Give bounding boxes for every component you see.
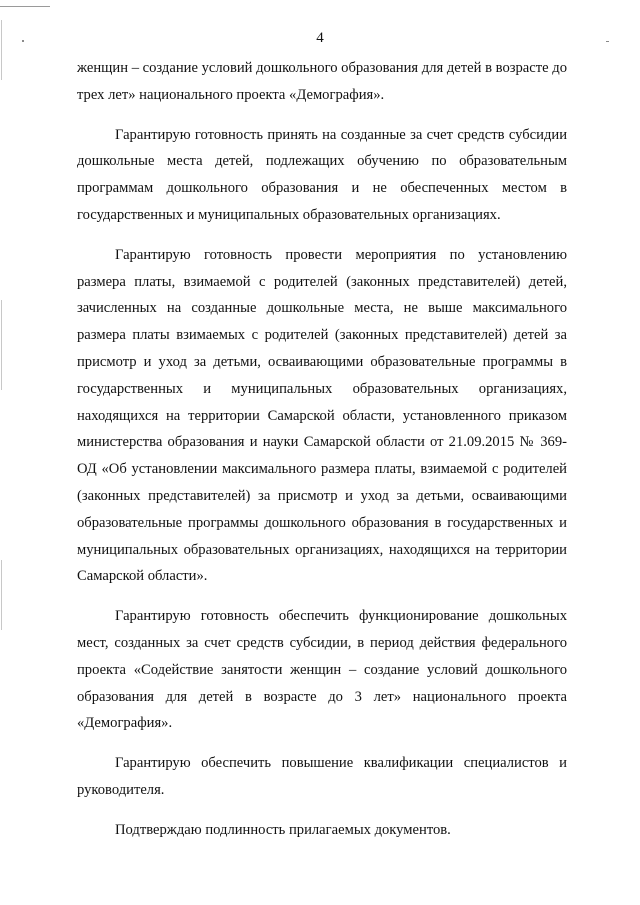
- page-number: 4: [316, 30, 324, 46]
- scan-edge-line: [1, 560, 2, 630]
- paragraph-guarantee-places: Гарантирую готовность принять на созданные за счет средств субсидии дошкольные места детей, подлежащих обучению по образовательным программам дошкольного образования и не обеспеченных местом в государственных и муниципальных образовательных организациях.: [77, 126, 567, 223]
- paragraph-confirm-documents: Подтверждаю подлинность прилагаемых документов.: [115, 821, 451, 838]
- paragraph-guarantee-functioning: Гарантирую готовность обеспечить функционирование дошкольных мест, созданных за счет средств субсидии, в период действия федерального проекта «Содействие занятости женщин – создание условий дошкольного образования для детей в возрасте до 3 лет» национального проекта «Демография».: [77, 608, 567, 732]
- scan-artifact-line: [0, 6, 50, 7]
- paragraph-continuation: женщин – создание условий дошкольного образования для детей в возрасте до трех лет» национального проекта «Демография».: [77, 60, 567, 103]
- scan-edge-line: [1, 20, 2, 80]
- paragraph-guarantee-training: Гарантирую обеспечить повышение квалификации специалистов и руководителя.: [77, 755, 567, 798]
- document-body: [77, 55, 567, 857]
- scan-edge-line: [1, 300, 2, 390]
- paragraph-guarantee-fees: Гарантирую готовность провести мероприятия по установлению размера платы, взимаемой с родителей (законных представителей) детей, зачисленных на созданные дошкольные места, не выше максимального размера платы взимаемых с родителей (законных представителей) детей за присмотр и уход за детьми, осваивающими образовательные программы в государственных и муниципальных образовательных организациях, находящихся на территории Самарской области, установленного приказом министерства образования и науки Самарской области от 21.09.2015 № 369-ОД «Об установлении максимального размера платы, взимаемой с родителей (законных представителей) за присмотр и уход за детьми, осваивающими образовательные программы дошкольного образования в государственных и муниципальных образовательных организациях, находящихся на территории Самарской области».: [77, 246, 567, 585]
